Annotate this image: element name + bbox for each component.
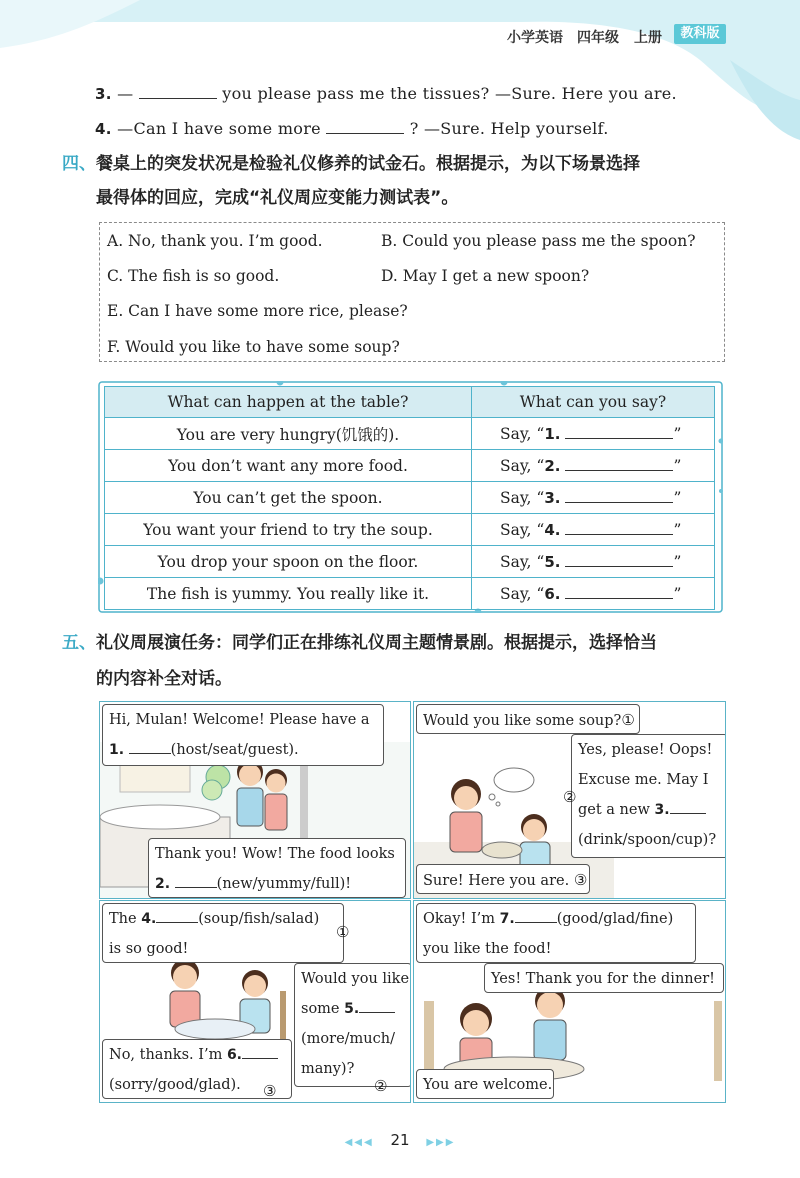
row-number: 2. bbox=[544, 456, 561, 475]
bubble-line bbox=[109, 735, 377, 765]
bubble-text: Yes! Thank you for the dinner! bbox=[491, 971, 715, 987]
response-cell bbox=[472, 450, 715, 482]
bubble-text: Would you like some soup? bbox=[423, 713, 622, 729]
say-word: Say, bbox=[500, 456, 532, 475]
section-4-title-line2: 最得体的回应，完成“礼仪周应变能力测试表”。 bbox=[96, 188, 459, 208]
row-number: 3. bbox=[544, 488, 561, 507]
say-word: Say, bbox=[500, 424, 532, 443]
question-number: 4. bbox=[95, 120, 112, 138]
answer-blank[interactable] bbox=[565, 457, 673, 471]
blank-number: 2. bbox=[155, 876, 171, 892]
table-header-row bbox=[105, 387, 715, 418]
answer-blank[interactable] bbox=[175, 874, 217, 888]
speech-bubble-host bbox=[102, 704, 384, 766]
bubble-line bbox=[301, 994, 405, 1024]
comic-panel-1 bbox=[99, 701, 411, 899]
row-number: 5. bbox=[544, 552, 561, 571]
section-number: 四、 bbox=[62, 154, 96, 174]
edition-badge: 教科版 bbox=[674, 24, 726, 44]
table-row bbox=[105, 450, 715, 482]
response-cell bbox=[472, 418, 715, 450]
situation-cell: You want your friend to try the soup. bbox=[105, 514, 472, 546]
blank-number: 1. bbox=[109, 742, 125, 758]
section-5-title bbox=[62, 626, 657, 660]
page-number: 21 bbox=[390, 1131, 410, 1149]
bubble-line: (drink/spoon/cup)? bbox=[578, 832, 717, 848]
section-number: 五、 bbox=[62, 633, 96, 653]
answer-blank[interactable] bbox=[326, 119, 404, 134]
close-quote: ” bbox=[673, 424, 682, 443]
table-row bbox=[105, 578, 715, 610]
row-number: 6. bbox=[544, 584, 561, 603]
speech-bubble-request bbox=[571, 734, 726, 858]
open-quote: “ bbox=[536, 488, 545, 507]
comic-panel-3 bbox=[99, 900, 411, 1103]
question-number: 3. bbox=[95, 85, 112, 103]
speech-bubble-offer bbox=[416, 704, 640, 734]
bubble-line: Thank you! Wow! The food looks bbox=[155, 846, 395, 862]
comic-panel-2 bbox=[413, 701, 726, 899]
bubble-line: Excuse me. May I bbox=[578, 772, 709, 788]
bubble-line bbox=[109, 1040, 285, 1070]
bubble-line: Would you like bbox=[301, 971, 410, 987]
option-c: C. The fish is so good. bbox=[107, 267, 280, 285]
answer-blank[interactable] bbox=[359, 999, 395, 1013]
response-table bbox=[104, 386, 715, 610]
close-quote: ” bbox=[673, 520, 682, 539]
table-row bbox=[105, 482, 715, 514]
bubble-line: (sorry/good/glad). bbox=[109, 1077, 241, 1093]
open-quote: “ bbox=[536, 456, 545, 475]
bubble-line: Hi, Mulan! Welcome! Please have a bbox=[109, 712, 370, 728]
speech-bubble-guest bbox=[148, 838, 406, 898]
answer-blank[interactable] bbox=[565, 521, 673, 535]
question-text: ? —Sure. Help yourself. bbox=[409, 119, 609, 138]
bubble-line: is so good! bbox=[109, 941, 189, 957]
order-mark: ① bbox=[621, 711, 635, 729]
order-mark: ③ bbox=[263, 1082, 277, 1100]
question-4 bbox=[95, 119, 609, 138]
bubble-pre: No, thanks. I’m bbox=[109, 1047, 223, 1063]
section-4-title bbox=[62, 147, 640, 181]
header-subject: 小学英语 bbox=[507, 30, 563, 46]
bubble-line: (more/much/ bbox=[301, 1031, 395, 1047]
order-mark: ① bbox=[336, 923, 350, 941]
blank-number: 3. bbox=[654, 802, 670, 818]
choice-options: (good/glad/fine) bbox=[556, 911, 674, 927]
answer-blank[interactable] bbox=[565, 425, 673, 439]
response-cell bbox=[472, 578, 715, 610]
bubble-pre: Okay! I’m bbox=[423, 911, 496, 927]
option-d: D. May I get a new spoon? bbox=[381, 267, 590, 285]
row-number: 4. bbox=[544, 520, 561, 539]
open-quote: “ bbox=[536, 520, 545, 539]
comic-panel-4 bbox=[413, 900, 726, 1103]
close-quote: ” bbox=[673, 584, 682, 603]
say-word: Say, bbox=[500, 584, 532, 603]
close-quote: ” bbox=[673, 456, 682, 475]
answer-blank[interactable] bbox=[515, 909, 557, 923]
question-text: you please pass me the tissues? —Sure. Here you are. bbox=[222, 84, 677, 103]
open-quote: “ bbox=[536, 552, 545, 571]
answer-blank[interactable] bbox=[139, 84, 217, 99]
table-row bbox=[105, 418, 715, 450]
answer-blank[interactable] bbox=[565, 585, 673, 599]
say-word: Say, bbox=[500, 488, 532, 507]
blank-number: 7. bbox=[499, 911, 515, 927]
header-situation: What can happen at the table? bbox=[105, 387, 472, 418]
response-cell bbox=[472, 546, 715, 578]
answer-blank[interactable] bbox=[670, 800, 706, 814]
bubble-line bbox=[155, 869, 399, 899]
open-quote: “ bbox=[536, 584, 545, 603]
header-volume: 上册 bbox=[634, 30, 662, 46]
situation-cell: You can’t get the spoon. bbox=[105, 482, 472, 514]
situation-cell: You don’t want any more food. bbox=[105, 450, 472, 482]
blank-number: 6. bbox=[226, 1047, 242, 1063]
left-arrows-icon: ◀◀◀ bbox=[344, 1137, 374, 1148]
order-mark: ② bbox=[374, 1077, 388, 1095]
row-number: 1. bbox=[544, 424, 561, 443]
question-prefix: — bbox=[117, 84, 134, 103]
section-5-title-line2: 的内容补全对话。 bbox=[96, 669, 232, 689]
answer-blank[interactable] bbox=[565, 489, 673, 503]
table-row bbox=[105, 546, 715, 578]
blank-number: 5. bbox=[344, 1001, 360, 1017]
header-grade: 四年级 bbox=[577, 30, 619, 46]
order-mark: ② bbox=[563, 788, 577, 806]
header-response: What can you say? bbox=[472, 387, 715, 418]
answer-blank[interactable] bbox=[565, 553, 673, 567]
bubble-line bbox=[423, 904, 689, 934]
speech-bubble-compliment bbox=[102, 903, 344, 963]
situation-cell: You drop your spoon on the floor. bbox=[105, 546, 472, 578]
answer-blank[interactable] bbox=[242, 1045, 278, 1059]
bubble-pre: some bbox=[301, 1001, 340, 1017]
table-row bbox=[105, 514, 715, 546]
page-footer bbox=[0, 1131, 800, 1149]
response-cell bbox=[472, 482, 715, 514]
choice-options: (soup/fish/salad) bbox=[198, 911, 320, 927]
close-quote: ” bbox=[673, 552, 682, 571]
bubble-line: you like the food! bbox=[423, 941, 552, 957]
blank-number: 4. bbox=[141, 911, 157, 927]
speech-bubble-welcome bbox=[416, 1069, 554, 1099]
bubble-line: Yes, please! Oops! bbox=[578, 742, 713, 758]
bubble-pre: get a new bbox=[578, 802, 650, 818]
option-b: B. Could you please pass me the spoon? bbox=[381, 232, 696, 250]
bubble-line bbox=[109, 904, 337, 934]
choice-options: (host/seat/guest). bbox=[170, 742, 299, 758]
speech-bubble-more bbox=[294, 963, 411, 1087]
choice-options: (new/yummy/full)! bbox=[216, 876, 352, 892]
speech-bubble-thanks bbox=[484, 963, 724, 993]
close-quote: ” bbox=[673, 488, 682, 507]
option-e: E. Can I have some more rice, please? bbox=[107, 302, 408, 320]
section-title-line1: 餐桌上的突发状况是检验礼仪修养的试金石。根据提示，为以下场景选择 bbox=[96, 154, 640, 174]
bubble-text: Sure! Here you are. bbox=[423, 873, 570, 889]
say-word: Say, bbox=[500, 552, 532, 571]
question-prefix: —Can I have some more bbox=[117, 119, 321, 138]
answer-blank[interactable] bbox=[129, 740, 171, 754]
option-f: F. Would you like to have some soup? bbox=[107, 338, 400, 356]
answer-blank[interactable] bbox=[156, 909, 198, 923]
option-a: A. No, thank you. I’m good. bbox=[107, 232, 323, 250]
bubble-line: many)? bbox=[301, 1061, 355, 1077]
right-arrows-icon: ▶▶▶ bbox=[426, 1137, 456, 1148]
speech-bubble-glad bbox=[416, 903, 696, 963]
open-quote: “ bbox=[536, 424, 545, 443]
section-title-line1: 礼仪周展演任务：同学们正在排练礼仪周主题情景剧。根据提示，选择恰当 bbox=[96, 633, 657, 653]
situation-cell: The fish is yummy. You really like it. bbox=[105, 578, 472, 610]
question-3 bbox=[95, 84, 677, 103]
bubble-pre: The bbox=[109, 911, 137, 927]
situation-cell: You are very hungry(饥饿的). bbox=[105, 418, 472, 450]
response-cell bbox=[472, 514, 715, 546]
bubble-text: You are welcome. bbox=[423, 1077, 553, 1093]
bubble-line bbox=[578, 795, 721, 825]
say-word: Say, bbox=[500, 520, 532, 539]
order-mark: ③ bbox=[573, 871, 588, 889]
speech-bubble-reply bbox=[416, 864, 590, 894]
